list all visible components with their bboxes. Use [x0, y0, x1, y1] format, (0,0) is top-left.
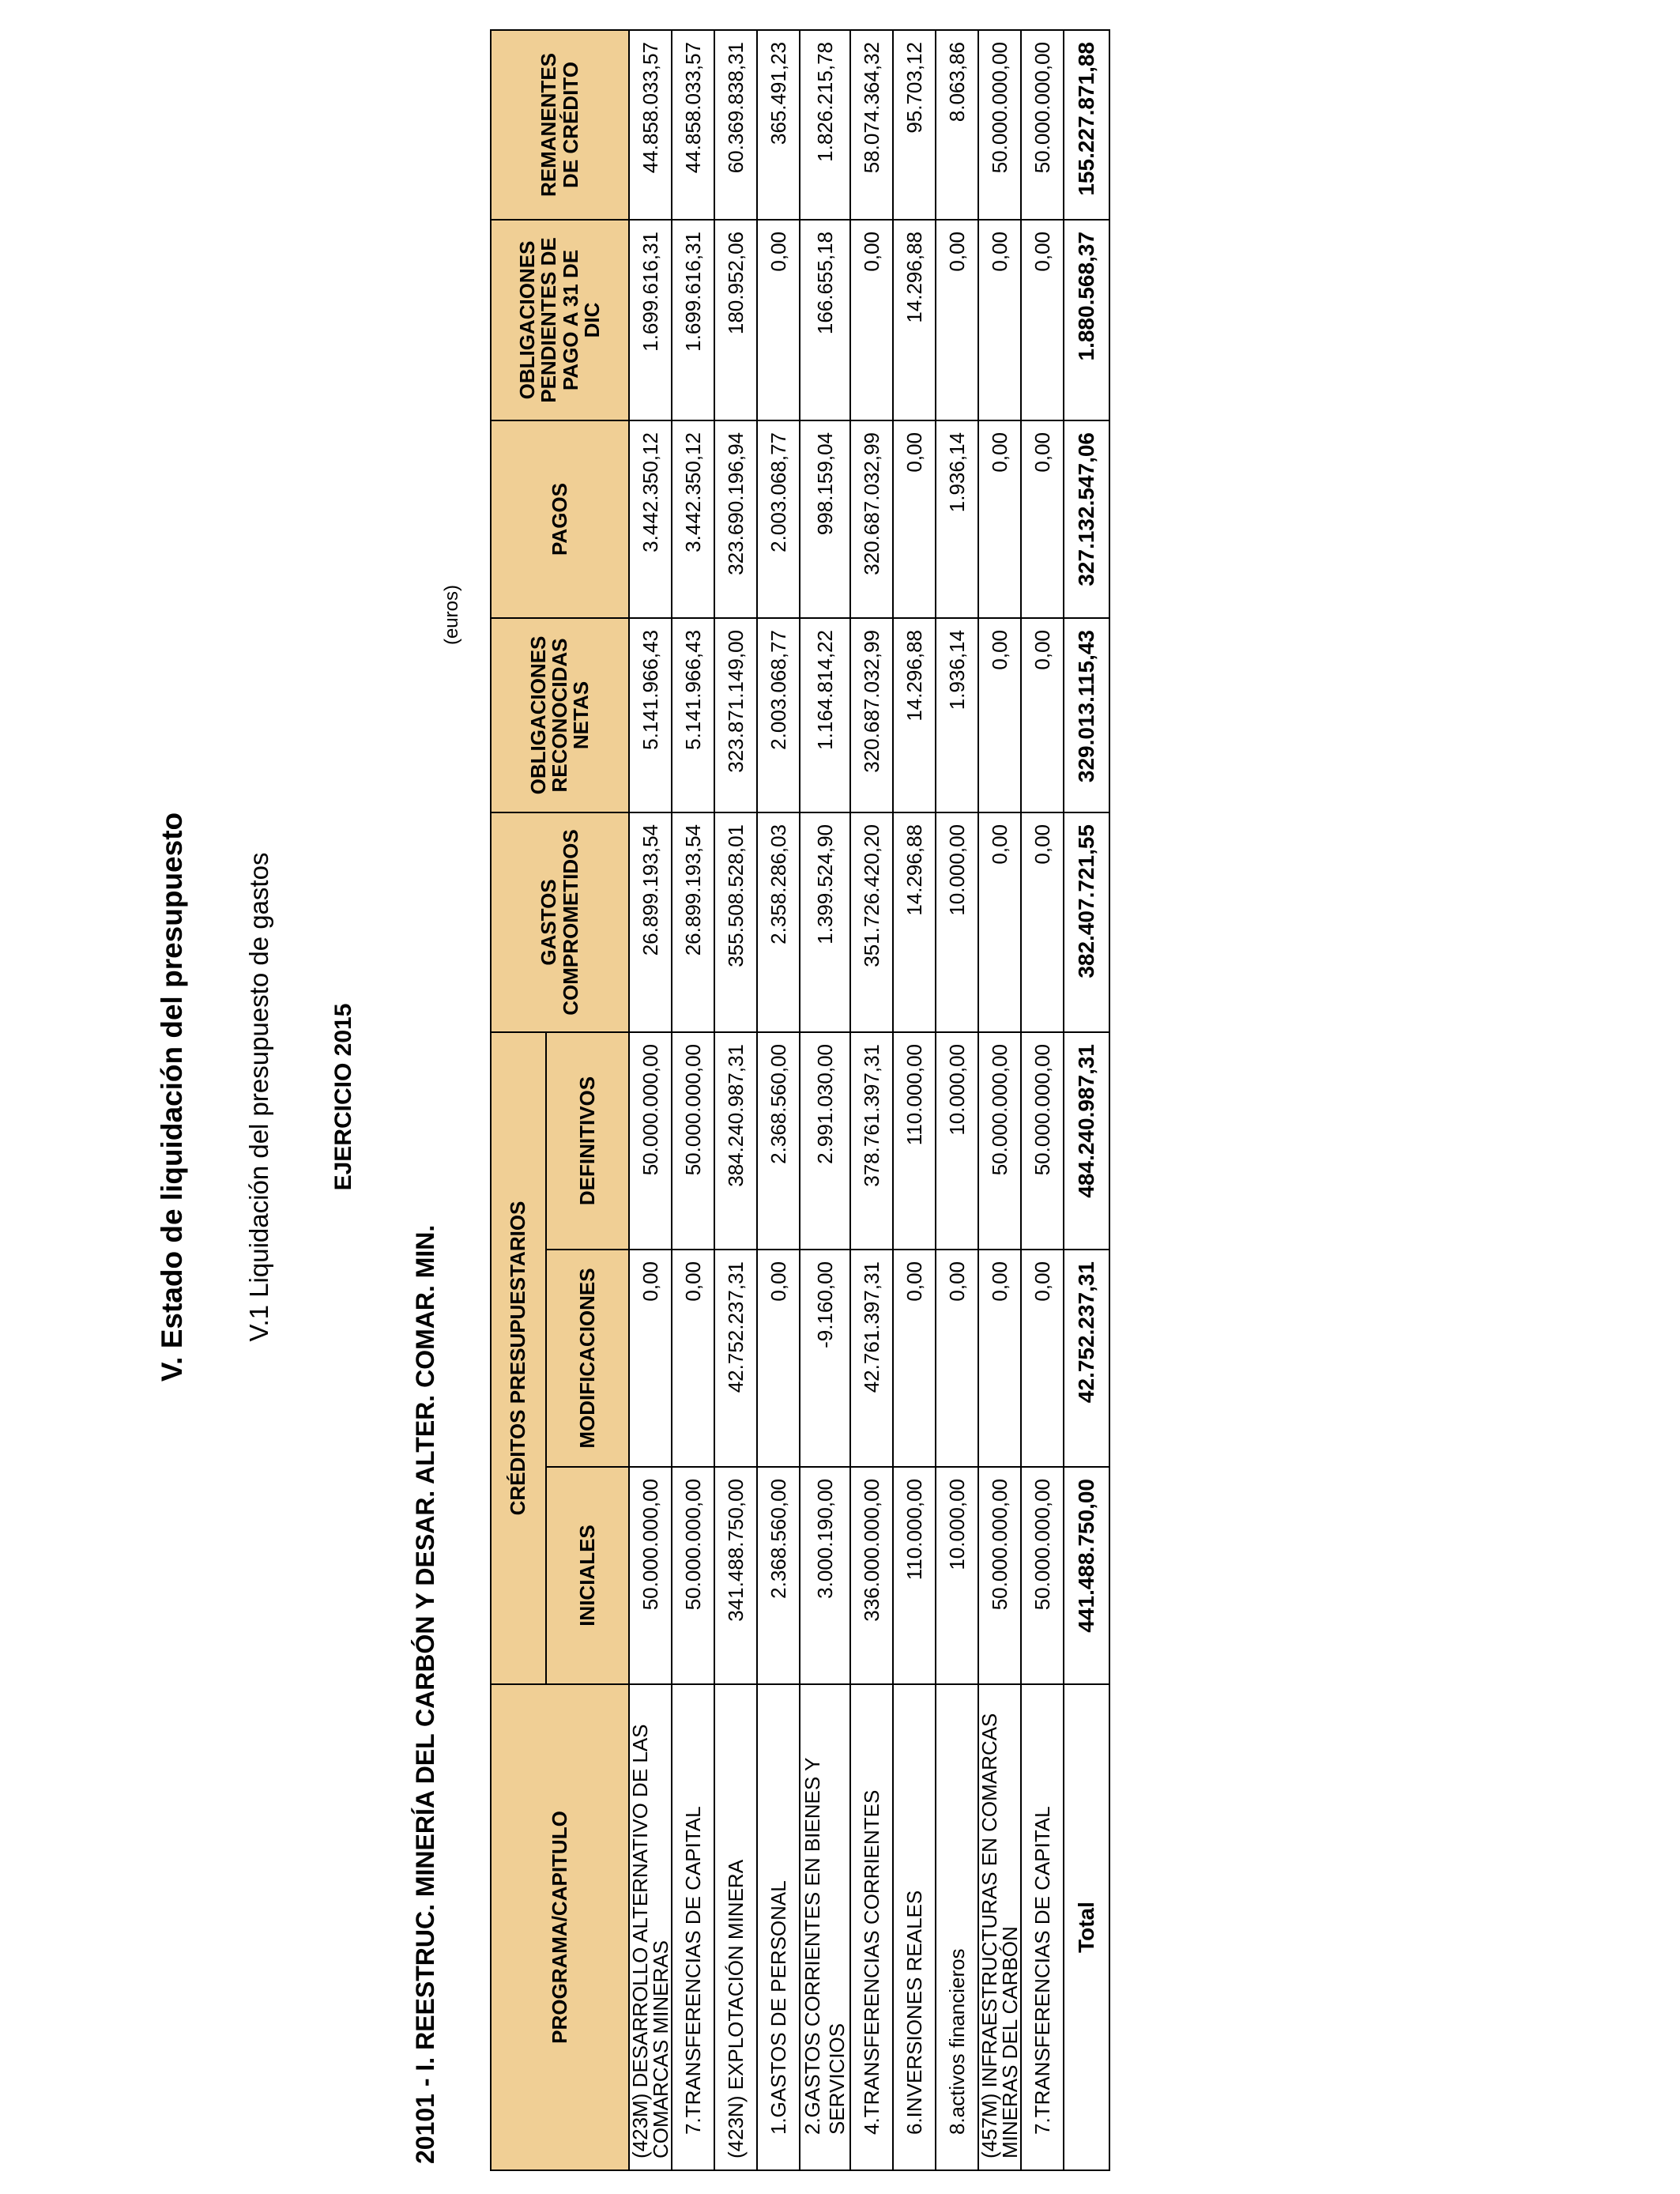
cell-pagos: 2.003.068,77: [757, 420, 800, 618]
cell-gastos: 26.899.193,54: [629, 812, 672, 1032]
cell-gastos: 1.399.524,90: [800, 812, 850, 1032]
cell-remanentes: 50.000.000,00: [978, 30, 1021, 220]
cell-obligaciones: 5.141.966,43: [672, 618, 714, 812]
cell-pendientes: 0,00: [1021, 220, 1064, 420]
cell-iniciales: 50.000.000,00: [629, 1467, 672, 1684]
cell-pendientes: 1.699.616,31: [672, 220, 714, 420]
cell-modificaciones: 0,00: [1021, 1250, 1064, 1467]
table-row: [893, 30, 936, 2170]
cell-modificaciones: 0,00: [936, 1250, 978, 1467]
cell-iniciales: 2.368.560,00: [757, 1467, 800, 1684]
cell-modificaciones: 42.752.237,31: [714, 1250, 757, 1467]
cell-pagos: 320.687.032,99: [850, 420, 893, 618]
cell-remanentes: 50.000.000,00: [1021, 30, 1064, 220]
budget-table: [490, 29, 1110, 2171]
cell-iniciales: 110.000,00: [893, 1467, 936, 1684]
header-modificaciones: MODIFICACIONES: [546, 1250, 629, 1467]
header-pagos: PAGOS: [491, 420, 629, 618]
cell-remanentes: 60.369.838,31: [714, 30, 757, 220]
cell-iniciales: 3.000.190,00: [800, 1467, 850, 1684]
cell-definitivos: 2.991.030,00: [800, 1032, 850, 1250]
cell-definitivos: 50.000.000,00: [672, 1032, 714, 1250]
cell-gastos: 14.296,88: [893, 812, 936, 1032]
cell-pagos: 0,00: [893, 420, 936, 618]
cell-modificaciones: 0,00: [893, 1250, 936, 1467]
page-title: V. Estado de liquidación del presupuesto: [156, 812, 188, 1382]
cell-modificaciones: 0,00: [629, 1250, 672, 1467]
cell-remanentes: 8.063,86: [936, 30, 978, 220]
row-label: (423N) EXPLOTACIÓN MINERA: [714, 1684, 757, 2170]
exercise-year: EJERCICIO 2015: [330, 1003, 356, 1191]
cell-obligaciones: 5.141.966,43: [629, 618, 672, 812]
cell-remanentes: 1.826.215,78: [800, 30, 850, 220]
cell-pagos: 3.442.350,12: [672, 420, 714, 618]
cell-pendientes: 0,00: [936, 220, 978, 420]
row-label: 2.GASTOS CORRIENTES EN BIENES Y SERVICIOS: [800, 1684, 850, 2170]
cell-remanentes: 58.074.364,32: [850, 30, 893, 220]
cell-modificaciones: 0,00: [978, 1250, 1021, 1467]
table-row: [936, 30, 978, 2170]
header-gastos: GASTOS COMPROMETIDOS: [491, 812, 629, 1032]
cell-definitivos: 378.761.397,31: [850, 1032, 893, 1250]
cell-gastos: 351.726.420,20: [850, 812, 893, 1032]
row-label: 7.TRANSFERENCIAS DE CAPITAL: [1021, 1684, 1064, 2170]
cell-definitivos: 50.000.000,00: [629, 1032, 672, 1250]
row-label: 6.INVERSIONES REALES: [893, 1684, 936, 2170]
row-label: 1.GASTOS DE PERSONAL: [757, 1684, 800, 2170]
page-subtitle: V.1 Liquidación del presupuesto de gastos: [244, 852, 273, 1342]
cell-iniciales: 50.000.000,00: [978, 1467, 1021, 1684]
header-programa: PROGRAMA/CAPITULO: [491, 1684, 629, 2170]
table-row: [714, 30, 757, 2170]
cell-pagos: 3.442.350,12: [629, 420, 672, 618]
cell-gastos: 26.899.193,54: [672, 812, 714, 1032]
row-label: (423M) DESARROLLO ALTERNATIVO DE LAS COMARCAS MINERAS: [629, 1684, 672, 2170]
header-remanentes: REMANENTES DE CRÉDITO: [491, 30, 629, 220]
cell-modificaciones: 0,00: [672, 1250, 714, 1467]
cell-pagos: 323.690.196,94: [714, 420, 757, 618]
cell-definitivos: 10.000,00: [936, 1032, 978, 1250]
header-obligaciones: OBLIGACIONES RECONOCIDAS NETAS: [491, 618, 629, 812]
table-row: [800, 30, 850, 2170]
cell-iniciales: 50.000.000,00: [1021, 1467, 1064, 1684]
cell-pagos: 0,00: [978, 420, 1021, 618]
table-row: [1021, 30, 1064, 2170]
cell-definitivos: 110.000,00: [893, 1032, 936, 1250]
cell-definitivos: 2.368.560,00: [757, 1032, 800, 1250]
cell-remanentes: 95.703,12: [893, 30, 936, 220]
cell-gastos: 10.000,00: [936, 812, 978, 1032]
cell-remanentes: 44.858.033,57: [629, 30, 672, 220]
cell-pendientes: 0,00: [757, 220, 800, 420]
cell-obligaciones: 14.296,88: [893, 618, 936, 812]
cell-definitivos: 50.000.000,00: [1021, 1032, 1064, 1250]
cell-pagos: 998.159,04: [800, 420, 850, 618]
cell-iniciales: 50.000.000,00: [672, 1467, 714, 1684]
row-label: 8.activos financieros: [936, 1684, 978, 2170]
cell-obligaciones: 0,00: [978, 618, 1021, 812]
total-pagos: 327.132.547,06: [1064, 420, 1109, 618]
table-row: [850, 30, 893, 2170]
cell-obligaciones: 2.003.068,77: [757, 618, 800, 812]
cell-pendientes: 166.655,18: [800, 220, 850, 420]
header-definitivos: DEFINITIVOS: [546, 1032, 629, 1250]
table-row: [757, 30, 800, 2170]
total-pendientes: 1.880.568,37: [1064, 220, 1109, 420]
total-definitivos: 484.240.987,31: [1064, 1032, 1109, 1250]
cell-iniciales: 341.488.750,00: [714, 1467, 757, 1684]
cell-pagos: 1.936,14: [936, 420, 978, 618]
cell-definitivos: 384.240.987,31: [714, 1032, 757, 1250]
cell-obligaciones: 320.687.032,99: [850, 618, 893, 812]
cell-pendientes: 180.952,06: [714, 220, 757, 420]
cell-gastos: 0,00: [1021, 812, 1064, 1032]
cell-remanentes: 365.491,23: [757, 30, 800, 220]
cell-pendientes: 0,00: [850, 220, 893, 420]
cell-gastos: 0,00: [978, 812, 1021, 1032]
total-modificaciones: 42.752.237,31: [1064, 1250, 1109, 1467]
cell-pendientes: 1.699.616,31: [629, 220, 672, 420]
cell-gastos: 2.358.286,03: [757, 812, 800, 1032]
cell-obligaciones: 323.871.149,00: [714, 618, 757, 812]
units-label: (euros): [441, 585, 462, 646]
cell-pendientes: 14.296,88: [893, 220, 936, 420]
table-row: [672, 30, 714, 2170]
cell-definitivos: 50.000.000,00: [978, 1032, 1021, 1250]
total-gastos: 382.407.721,55: [1064, 812, 1109, 1032]
cell-obligaciones: 1.936,14: [936, 618, 978, 812]
row-label: 7.TRANSFERENCIAS DE CAPITAL: [672, 1684, 714, 2170]
total-label: Total: [1064, 1684, 1109, 2170]
header-pendientes: OBLIGACIONES PENDIENTES DE PAGO A 31 DE DIC: [491, 220, 629, 420]
table-row: [978, 30, 1021, 2170]
cell-obligaciones: 0,00: [1021, 618, 1064, 812]
row-label: (457M) INFRAESTRUCTURAS EN COMARCAS MINERAS DEL CARBÓN: [978, 1684, 1021, 2170]
cell-obligaciones: 1.164.814,22: [800, 618, 850, 812]
organization-heading: 20101 - I. REESTRUC. MINERÍA DEL CARBÓN Y DESAR. ALTER. COMAR. MIN.: [411, 1224, 439, 2164]
cell-iniciales: 10.000,00: [936, 1467, 978, 1684]
table-row: [629, 30, 672, 2170]
cell-gastos: 355.508.528,01: [714, 812, 757, 1032]
row-label: 4.TRANSFERENCIAS CORRIENTES: [850, 1684, 893, 2170]
header-iniciales: INICIALES: [546, 1467, 629, 1684]
header-creditos-group: CRÉDITOS PRESUPUESTARIOS: [491, 1032, 546, 1684]
total-iniciales: 441.488.750,00: [1064, 1467, 1109, 1684]
cell-pendientes: 0,00: [978, 220, 1021, 420]
cell-modificaciones: 0,00: [757, 1250, 800, 1467]
cell-remanentes: 44.858.033,57: [672, 30, 714, 220]
cell-iniciales: 336.000.000,00: [850, 1467, 893, 1684]
cell-modificaciones: -9.160,00: [800, 1250, 850, 1467]
total-row: [1064, 30, 1109, 2170]
total-obligaciones: 329.013.115,43: [1064, 618, 1109, 812]
total-remanentes: 155.227.871,88: [1064, 30, 1109, 220]
cell-modificaciones: 42.761.397,31: [850, 1250, 893, 1467]
cell-pagos: 0,00: [1021, 420, 1064, 618]
